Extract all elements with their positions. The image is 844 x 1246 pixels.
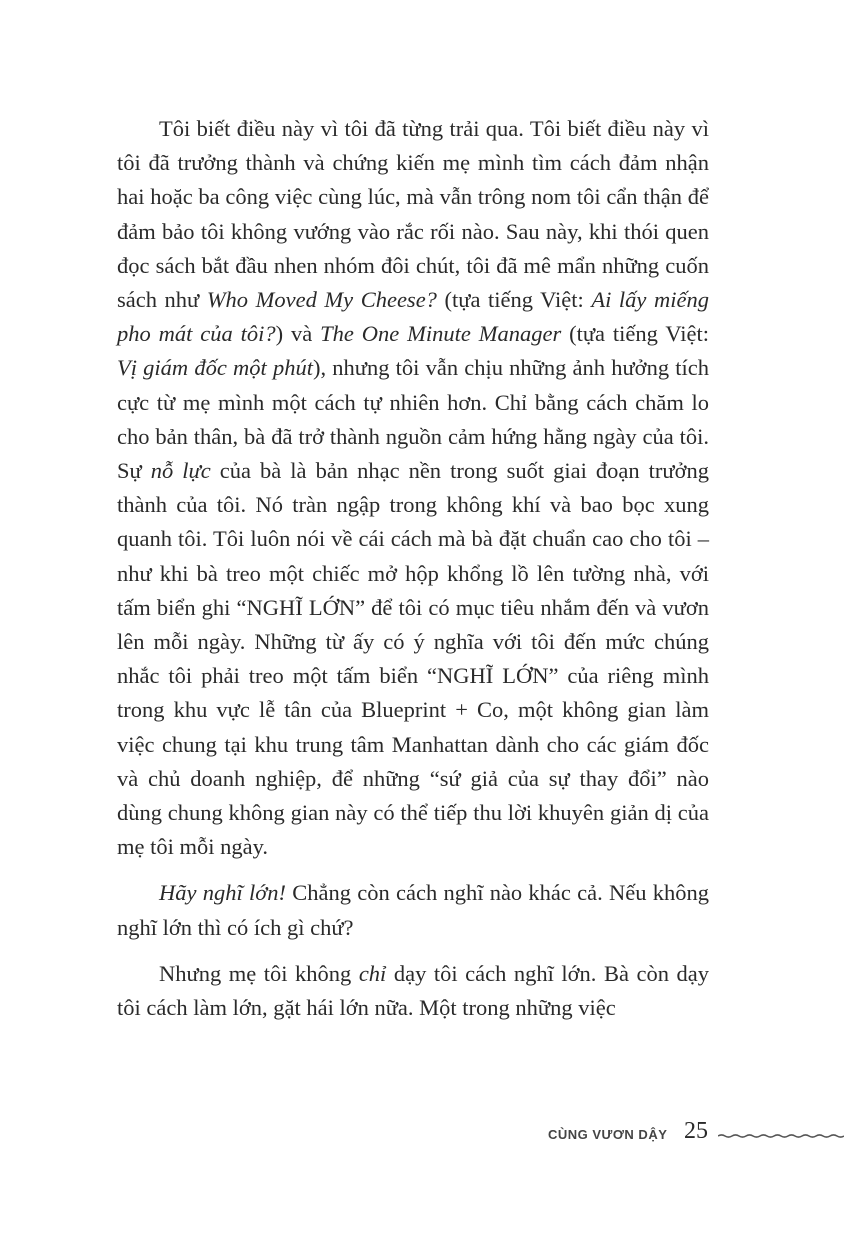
paragraph-2-segment-2: Chẳng còn cách nghĩ nào khác cả. Nếu không nghĩ lớn thì có ích gì chứ? [117,880,709,940]
book-title-vietnamese-manager: Vị giám đốc một phút [117,355,313,381]
paragraph-1-segment-11: của bà là bản nhạc nền trong suốt giai đoạn trưởng thành của tôi. Nó tràn ngập trong không khí và bao bọc xung quanh tôi. Tôi luôn nói về cái cách mà bà đặt chuẩn cao cho tôi – như khi bà treo một chiếc mở hộp khổng lồ lên tường nhà, với tấm biển ghi “NGHĨ LỚN” để tôi có mục tiêu nhắm đến và vươn lên mỗi ngày. Những từ ấy có ý nghĩa với tôi đến mức chúng nhắc tôi phải treo một tấm biển “NGHĨ LỚN” của riêng mình trong khu vực lễ tân của Blueprint + Co, một không gian làm việc chung tại khu trung tâm Manhattan dành cho các giám đốc và chủ doanh nghiệp, để những “sứ giả của sự thay đổi” nào dùng chung không gian này có thể tiếp thu lời khuyên giản dị của mẹ tôi mỗi ngày. [117,458,709,860]
paragraph-2 [117,876,709,944]
emphasis-no-luc: nỗ lực [150,458,211,484]
paragraph-1-segment-1: Tôi biết điều này vì tôi đã từng trải qua. Tôi biết điều này vì tôi đã trưởng thành và chứng kiến mẹ mình tìm cách đảm nhận hai hoặc ba công việc cùng lúc, mà vẫn trông nom tôi cẩn thận để đảm bảo tôi không vướng vào rắc rối nào. Sau này, khi thói quen đọc sách bắt đầu nhen nhóm đôi chút, tôi đã mê mẩn những cuốn sách như [117,116,709,313]
paragraph-1-segment-5: ) và [275,321,321,347]
running-head: CÙNG VƯƠN DẬY [548,1127,668,1142]
paragraph-1-segment-3: (tựa tiếng Việt: [436,287,592,313]
page-number: 25 [684,1118,708,1144]
page-footer [0,1117,844,1153]
wave-ornament-path [718,1135,844,1137]
book-title-who-moved-my-cheese: Who Moved My Cheese? [206,287,437,313]
body-text [117,112,709,1037]
paragraph-1 [117,112,709,864]
emphasis-chi: chỉ [358,960,387,986]
emphasis-hay-nghi-lon: Hãy nghĩ lớn! [159,880,286,906]
book-title-one-minute-manager: The One Minute Manager [320,321,562,347]
paragraph-3-segment-1: Nhưng mẹ tôi không [159,960,359,986]
paragraph-3 [117,957,709,1025]
book-title-vietnamese-cheese: Ai lấy miếng pho mát của tôi? [117,287,709,347]
paragraph-3-segment-3: dạy tôi cách nghĩ lớn. Bà còn dạy tôi cách làm lớn, gặt hái lớn nữa. Một trong những việc [117,960,709,1021]
paragraph-1-segment-7: (tựa tiếng Việt: [561,321,709,347]
paragraph-1-segment-9: ), nhưng tôi vẫn chịu những ảnh hưởng tích cực từ mẹ mình một cách tự nhiên hơn. Chỉ bằng cách chăm lo cho bản thân, bà đã trở thành nguồn cảm hứng hằng ngày của tôi. Sự [117,355,709,484]
wave-ornament-icon [718,1131,844,1141]
